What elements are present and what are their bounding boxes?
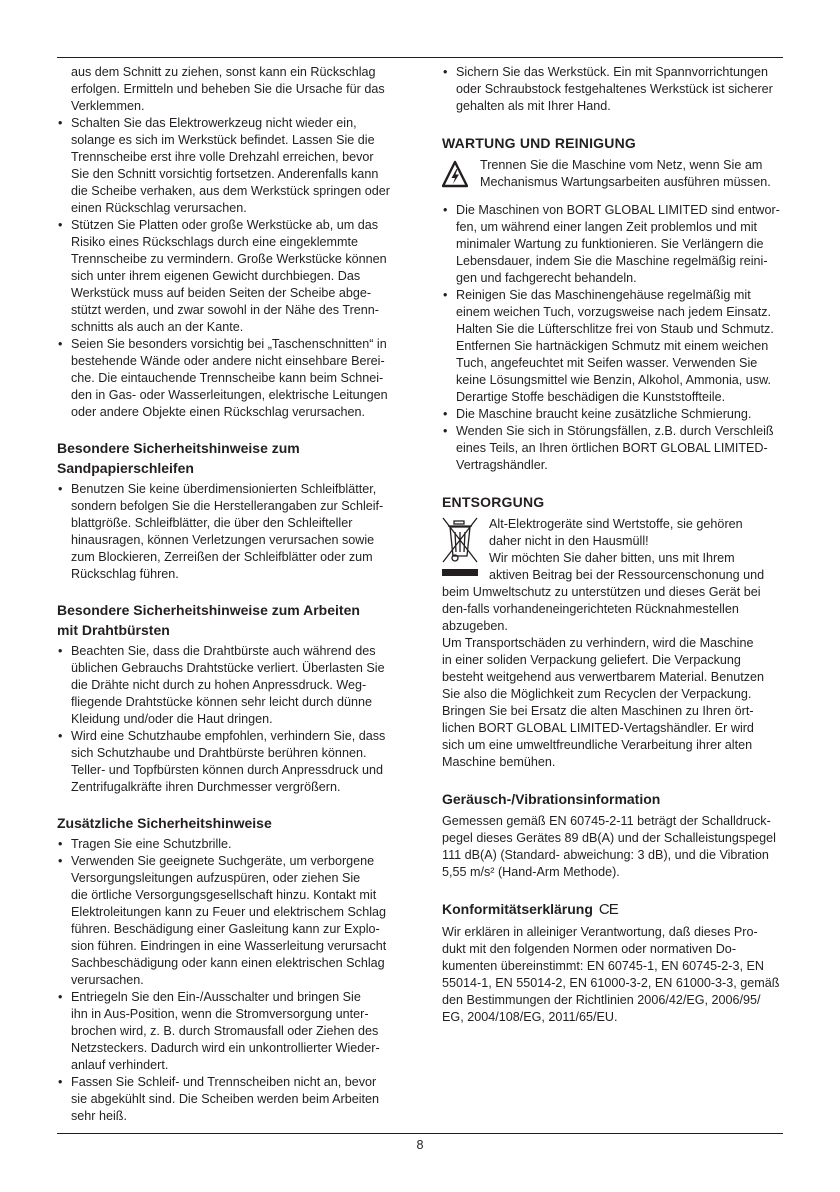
- disposal-text: [442, 584, 783, 771]
- bullet-line: Netzsteckers. Dadurch wird ein unkontrollierter Wieder-: [71, 1041, 380, 1055]
- conformity-text: [442, 924, 783, 1026]
- right-column: [442, 64, 783, 1026]
- heading-maintenance: [442, 133, 783, 153]
- bullet-line: gehalten als mit Ihrer Hand.: [456, 99, 611, 113]
- bullet-line: Sie den Schnitt vorsichtig fortsetzen. Anderenfalls kann: [71, 167, 379, 181]
- bullet-line: hinausragen, können Verletzungen verursachen sowie: [71, 533, 375, 547]
- heading-additional-safety: [57, 813, 396, 833]
- bullet-line: bestehende Wände oder andere nicht einsehbare Berei-: [71, 354, 385, 368]
- text-line: lichen BORT GLOBAL LIMITED-Vertagshändler. Er wird: [442, 721, 754, 735]
- disposal-text-indented: [442, 516, 783, 584]
- bullet-line: keine Lösungsmittel wie Benzin, Alkohol, Ammonia, usw.: [456, 373, 772, 387]
- bullet-line: üblichen Gebrauchs Drahtstücke verliert. Überlasten Sie: [71, 661, 385, 675]
- text-line: Besondere Sicherheitshinweise zum Arbeiten: [57, 602, 360, 618]
- text-line: dukt mit den folgenden Normen oder normativen Do-: [442, 942, 737, 956]
- text-line: Geräusch-/Vibrationsinformation: [442, 791, 661, 807]
- bullet-line: Versorgungsleitungen aufzuspüren, oder ziehen Sie: [71, 871, 361, 885]
- text-line: Bringen Sie bei Ersatz die alten Maschinen zu Ihren ört-: [442, 704, 754, 718]
- heading-sanding: [57, 438, 396, 478]
- bullet-line: Zentrifugalkräfte ihren Durchmesser vergrößern.: [71, 780, 341, 794]
- bullet-line: fliegende Drahtstücke können sehr leicht durch dünne: [71, 695, 373, 709]
- bullet-line: sich Schutzhaube und Drahtbürste berühren können.: [71, 746, 367, 760]
- text-line: besteht weitgehend aus verwertbarem Material. Benutzen: [442, 670, 765, 684]
- bullet-line: • Tragen Sie eine Schutzbrille.: [71, 837, 232, 851]
- bullet-line: • Stützen Sie Platten oder große Werkstücke ab, um das: [71, 218, 379, 232]
- bullet-item: [442, 287, 783, 406]
- bullet-line: eines Teils, an Ihren örtlichen BORT GLOBAL LIMITED-: [456, 441, 768, 455]
- noise-vibration-text: [442, 813, 783, 881]
- bullet-line: • Verwenden Sie geeignete Suchgeräte, um verborgene: [71, 854, 375, 868]
- bullet-line: Rückschlag führen.: [71, 567, 179, 581]
- text-line: Alt-Elektrogeräte sind Wertstoffe, sie gehören: [489, 517, 743, 531]
- crossed-out-bin-icon: [442, 516, 478, 564]
- bullet-list-wire-brush: [57, 643, 396, 796]
- text-line: beim Umweltschutz zu unterstützen und dieses Gerät bei: [442, 585, 761, 599]
- bullet-line: ihn in Aus-Position, wenn die Stromversorgung unter-: [71, 1007, 369, 1021]
- bullet-item: [57, 853, 396, 989]
- bullet-line: minimaler Wartung zu funktionieren. Sie Verlängern die: [456, 237, 764, 251]
- bullet-list-cutting: [57, 115, 396, 421]
- text-line: Wir möchten Sie daher bitten, uns mit Ihrem: [489, 551, 735, 565]
- bullet-line: oder Schraubstock festgehaltenes Werkstück ist sicherer: [456, 82, 773, 96]
- bullet-line: Elektroleitungen kann zu Feuer und elektrischem Schlag: [71, 905, 387, 919]
- bullet-line: führen. Beschädigung einer Gasleitung kann zur Explo-: [71, 922, 380, 936]
- text-line: ENTSORGUNG: [442, 494, 545, 510]
- text-line: mit Drahtbürsten: [57, 622, 170, 638]
- bullet-line: • Die Maschine braucht keine zusätzliche Schmierung.: [456, 407, 752, 421]
- text-line: Sie also die Möglichkeit zum Recyclen der Verpackung.: [442, 687, 752, 701]
- bullet-line: stützt werden, und zwar sowohl in der Nähe des Trenn-: [71, 303, 380, 317]
- heading-conformity: [442, 899, 783, 920]
- bullet-item: [57, 217, 396, 336]
- text-line: Um Transportschäden zu verhindern, wird die Maschine: [442, 636, 754, 650]
- continued-paragraph: [57, 64, 396, 115]
- heading-wire-brush: [57, 600, 396, 640]
- bullet-list-sanding: [57, 481, 396, 583]
- text-line: 5,55 m/s² (Hand-Arm Methode).: [442, 865, 620, 879]
- text-line: Gemessen gemäß EN 60745-2-11 beträgt der Schalldruck-: [442, 814, 771, 828]
- text-line: kumenten übereinstimmt: EN 60745-1, EN 60745-2-3, EN: [442, 959, 765, 973]
- bullet-line: die örtliche Versorgungsgesellschaft hinzu. Kontakt mit: [71, 888, 377, 902]
- bullet-line: Sachbeschädigung oder kann einen elektrischen Schlag: [71, 956, 385, 970]
- text-line: abzugeben.: [442, 619, 508, 633]
- bullet-line: Trennscheibe zu vermindern. Große Werkstücke können: [71, 252, 387, 266]
- bullet-item: [57, 836, 396, 853]
- bullet-line: die Drähte nicht durch zu hohen Anpressdruck. Weg-: [71, 678, 367, 692]
- bullet-item: [442, 202, 783, 287]
- conformity-title: Konformitätserklärung: [442, 901, 593, 917]
- text-line: Wir erklären in alleiniger Verantwortung, daß dieses Pro-: [442, 925, 758, 939]
- bullet-line: zum Blockieren, Zerreißen der Schleifblätter oder zum: [71, 550, 373, 564]
- bullet-line: • Wenden Sie sich in Störungsfällen, z.B. durch Verschleiß: [456, 424, 774, 438]
- bullet-line: brochen wird, z. B. durch Stromausfall oder Ziehen des: [71, 1024, 379, 1038]
- top-rule: [57, 57, 783, 58]
- bullet-line: Entfernen Sie hartnäckigen Schmutz mit einem weichen: [456, 339, 769, 353]
- bullet-line: • Schalten Sie das Elektrowerkzeug nicht wieder ein,: [71, 116, 357, 130]
- bullet-line: anlauf verhindert.: [71, 1058, 169, 1072]
- bullet-line: Lebensdauer, indem Sie die Maschine regelmäßig reini-: [456, 254, 768, 268]
- bullet-item: [57, 115, 396, 217]
- bullet-line: Tuch, angefeuchtet mit Seifen wasser. Verwenden Sie: [456, 356, 758, 370]
- bullet-line: verursachen.: [71, 973, 144, 987]
- bullet-line: den in Gas- oder Wasserleitungen, elektrische Leitungen: [71, 388, 388, 402]
- bullet-item: [57, 336, 396, 421]
- bullet-line: • Entriegeln Sie den Ein-/Ausschalter und bringen Sie: [71, 990, 361, 1004]
- text-line: Mechanismus Wartungsarbeiten ausführen müssen.: [480, 175, 771, 189]
- text-line: Verklemmen.: [71, 99, 145, 113]
- maintenance-warning-text: [480, 157, 771, 191]
- page-number: 8: [416, 1138, 424, 1152]
- bullet-line: • Beachten Sie, dass die Drahtbürste auch während des: [71, 644, 376, 658]
- bullet-line: sie abgekühlt sind. Die Scheiben werden beim Arbeiten: [71, 1092, 380, 1106]
- text-line: Zusätzliche Sicherheitshinweise: [57, 815, 272, 831]
- bullet-line: einem weichen Tuch, vorzugsweise nach jedem Einsatz.: [456, 305, 772, 319]
- bullet-line: Vertragshändler.: [456, 458, 548, 472]
- bullet-line: Teller- und Topfbürsten können durch Anpressdruck und: [71, 763, 384, 777]
- bullet-line: • Sichern Sie das Werkstück. Ein mit Spannvorrichtungen: [456, 65, 768, 79]
- bullet-item: [442, 406, 783, 423]
- text-line: sich um eine umweltfreundliche Verarbeitung ihrer alten: [442, 738, 753, 752]
- heading-noise-vibration: [442, 789, 783, 809]
- bullet-line: che. Die eintauchende Trennscheibe kann beim Schnei-: [71, 371, 384, 385]
- bullet-line: • Die Maschinen von BORT GLOBAL LIMITED sind entwor-: [456, 203, 780, 217]
- bullet-item: [57, 1074, 396, 1125]
- text-line: aktiven Beitrag bei der Ressourcenschonung und: [489, 568, 765, 582]
- text-line: Besondere Sicherheitshinweise zum: [57, 440, 300, 456]
- bullet-line: einen Rückschlag verursachen.: [71, 201, 247, 215]
- text-line: Maschine bemühen.: [442, 755, 556, 769]
- heading-disposal: [442, 492, 783, 512]
- bullet-line: blattgröße. Schleifblätter, die über den Schleifteller: [71, 516, 353, 530]
- text-line: 111 dB(A) (Standard- abweichung: 3 dB), und die Vibration: [442, 848, 769, 862]
- text-line: erfolgen. Ermitteln und beheben Sie die Ursache für das: [71, 82, 385, 96]
- bullet-list-maintenance: [442, 202, 783, 474]
- bullet-list-additional-safety: [57, 836, 396, 1125]
- bullet-line: gen und fachgerecht behandeln.: [456, 271, 637, 285]
- text-line: in einer soliden Verpackung geliefert. Die Verpackung: [442, 653, 741, 667]
- bullet-line: • Reinigen Sie das Maschinengehäuse regelmäßig mit: [456, 288, 751, 302]
- bullet-item: [442, 64, 783, 115]
- bullet-line: solange es sich im Werkstück befindet. Lassen Sie die: [71, 133, 375, 147]
- disposal-block: [442, 516, 783, 771]
- bullet-line: Trennscheibe erst ihre volle Drehzahl erreichen, bevor: [71, 150, 374, 164]
- bullet-line: • Seien Sie besonders vorsichtig bei „Taschenschnitten“ in: [71, 337, 387, 351]
- left-column: [57, 64, 396, 1125]
- bullet-item: [57, 643, 396, 728]
- bullet-line: sion führen. Eindringen in eine Wasserleitung verursacht: [71, 939, 387, 953]
- bullet-line: die Scheibe verhaken, aus dem Werkstück springen oder: [71, 184, 390, 198]
- text-line: den-falls vorhandeneingerichteten Rücknahmestellen: [442, 602, 739, 616]
- bottom-rule: [57, 1133, 783, 1134]
- bullet-line: sehr heiß.: [71, 1109, 127, 1123]
- text-line: daher nicht in den Hausmüll!: [489, 534, 649, 548]
- text-line: WARTUNG UND REINIGUNG: [442, 135, 636, 151]
- bullet-line: Werkstück muss auf beiden Seiten der Scheibe abge-: [71, 286, 372, 300]
- text-line: Trennen Sie die Maschine vom Netz, wenn Sie am: [480, 158, 763, 172]
- bullet-item: [57, 481, 396, 583]
- bullet-line: Risiko eines Rückschlags durch eine eingeklemmte: [71, 235, 358, 249]
- bullet-line: schnitts als auch an der Kante.: [71, 320, 244, 334]
- bullet-list-workpiece: [442, 64, 783, 115]
- bullet-item: [57, 989, 396, 1074]
- bullet-line: • Fassen Sie Schleif- und Trennscheiben nicht an, bevor: [71, 1075, 377, 1089]
- bullet-line: sich unter ihrem eigenen Gewicht durchbiegen. Das: [71, 269, 361, 283]
- bullet-item: [442, 423, 783, 474]
- bullet-line: Halten Sie die Lüfterschlitze frei von Staub und Schmutz.: [456, 322, 774, 336]
- bullet-line: • Benutzen Sie keine überdimensionierten Schleifblätter,: [71, 482, 377, 496]
- ce-mark: CE: [598, 901, 618, 918]
- text-line: 55014-1, EN 55014-2, EN 61000-3-2, EN 61000-3-3, gemäß: [442, 976, 780, 990]
- bullet-line: Kleidung und/oder die Haut dringen.: [71, 712, 273, 726]
- bullet-line: fen, um während einer langen Zeit problemlos und mit: [456, 220, 758, 234]
- bullet-item: [57, 728, 396, 796]
- text-line: Sandpapierschleifen: [57, 460, 194, 476]
- bullet-line: oder andere Objekte einen Rückschlag verursachen.: [71, 405, 366, 419]
- maintenance-warning: [442, 157, 783, 191]
- text-line: pegel dieses Gerätes 89 dB(A) und der Schalleistungspegel: [442, 831, 776, 845]
- bullet-line: sondern befolgen Sie die Herstellerangaben zur Schleif-: [71, 499, 384, 513]
- bin-underline-bar: [442, 569, 478, 576]
- text-line: aus dem Schnitt zu ziehen, sonst kann ein Rückschlag: [71, 65, 376, 79]
- electric-hazard-icon: [442, 160, 468, 188]
- bullet-line: Derartige Stoffe beschädigen die Kunststoffteile.: [456, 390, 726, 404]
- bullet-line: • Wird eine Schutzhaube empfohlen, verhindern Sie, dass: [71, 729, 386, 743]
- text-line: den Bestimmungen der Richtlinien 2006/42/EG, 2006/95/: [442, 993, 761, 1007]
- text-line: EG, 2004/108/EG, 2011/65/EU.: [442, 1010, 618, 1024]
